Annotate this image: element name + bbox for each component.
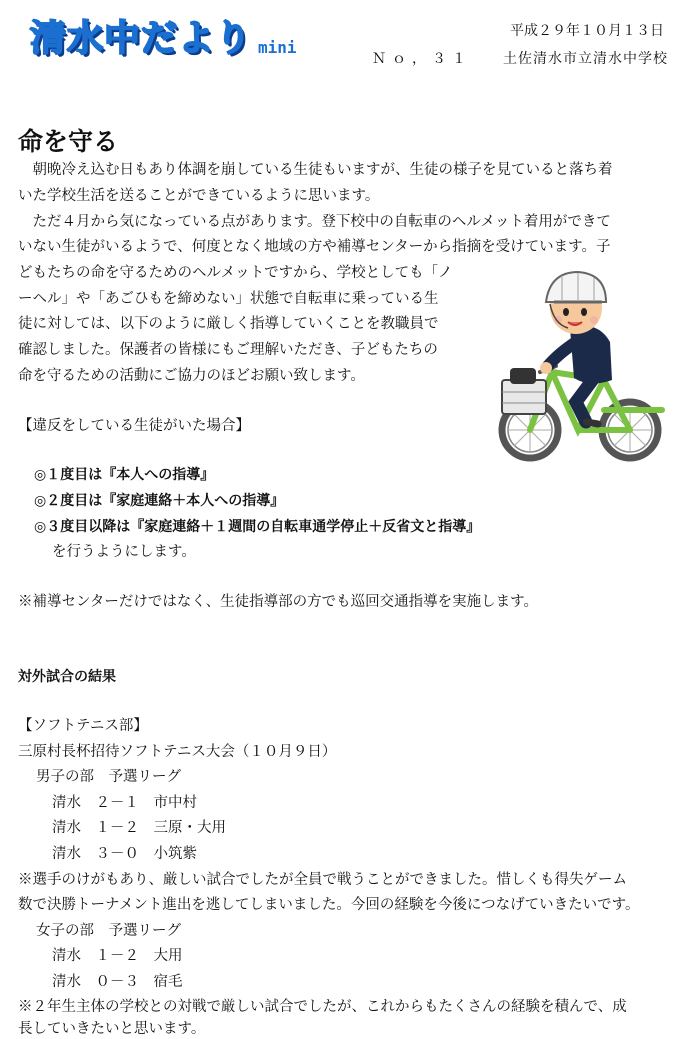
body-line: 徒に対しては、以下のように厳しく指導していくことを教職員で — [18, 316, 439, 332]
girls-result: 清水 １－２ 大用 — [52, 948, 183, 964]
masthead — [30, 10, 297, 62]
school-name: 土佐清水市立清水中学校 — [503, 51, 668, 67]
club-name: 【ソフトテニス部】 — [18, 718, 148, 734]
body-line: どもたちの命を守るためのヘルメットですから、学校としても「ノ — [18, 265, 453, 281]
rule-item: ◎１度目は『本人への指導』 — [34, 467, 215, 483]
masthead-title: 清水中だより — [30, 18, 253, 59]
body-line: 命を守るための活動にご協力のほどお願い致します。 — [18, 368, 365, 384]
issue-date: 平成２９年１０月１３日 — [510, 23, 664, 39]
boys-comment: ※選手のけがもあり、厳しい試合でしたが全員で戦うことができました。惜しくも得失ゲーム — [18, 872, 627, 888]
boys-comment: 数で決勝トーナメント進出を逃してしまいました。今回の経験を今後につなげていきたいです。 — [18, 897, 640, 913]
student-on-bicycle-illustration — [494, 262, 670, 472]
section-title-match-results: 対外試合の結果 — [18, 669, 116, 685]
girls-result: 清水 ０－３ 宿毛 — [52, 974, 183, 990]
girls-comment: ※２年生主体の学校との対戦で厳しい試合でしたが、これからもたくさんの経験を積んで、成 — [18, 999, 627, 1015]
patrol-note: ※補導センターだけではなく、生徒指導部の方でも巡回交通指導を実施します。 — [18, 594, 538, 610]
girls-heading: 女子の部 予選リーグ — [36, 923, 181, 939]
boys-result: 清水 ３－０ 小筑紫 — [52, 846, 197, 862]
rule-tail: を行うようにします。 — [52, 544, 196, 560]
girls-comment: 長していきたいと思います。 — [18, 1021, 206, 1037]
boys-heading: 男子の部 予選リーグ — [36, 769, 181, 785]
masthead-subtitle: mini — [258, 38, 297, 57]
body-line: 朝晩冷え込む日もあり体調を崩している生徒もいますが、生徒の様子を見ていると落ち着 — [18, 162, 613, 178]
tournament-name: 三原村長杯招待ソフトテニス大会（１０月９日） — [18, 744, 337, 760]
body-line: ーヘル」や「あごひもを締めない」状態で自転車に乗っている生 — [18, 291, 439, 307]
violation-heading: 【違反をしている生徒がいた場合】 — [18, 418, 250, 434]
section-title-protect-life: 命を守る — [18, 127, 119, 156]
body-line: 確認しました。保護者の皆様にもご理解いただき、子どもたちの — [18, 342, 438, 358]
body-line: ただ４月から気になっている点があります。登下校中の自転車のヘルメット着用ができて — [18, 214, 611, 230]
body-line: いない生徒がいるようで、何度となく地域の方や補導センターから指摘を受けています。子 — [18, 239, 611, 255]
rule-item: ◎２度目は『家庭連絡＋本人への指導』 — [34, 493, 285, 509]
issue-number: Ｎｏ，３１ — [372, 51, 472, 67]
boys-result: 清水 ２－１ 市中村 — [52, 795, 197, 811]
boys-result: 清水 １－２ 三原・大用 — [52, 820, 226, 836]
rule-item: ◎３度目以降は『家庭連絡＋１週間の自転車通学停止＋反省文と指導』 — [34, 519, 481, 535]
body-line: いた学校生活を送ることができているように思います。 — [18, 188, 380, 204]
